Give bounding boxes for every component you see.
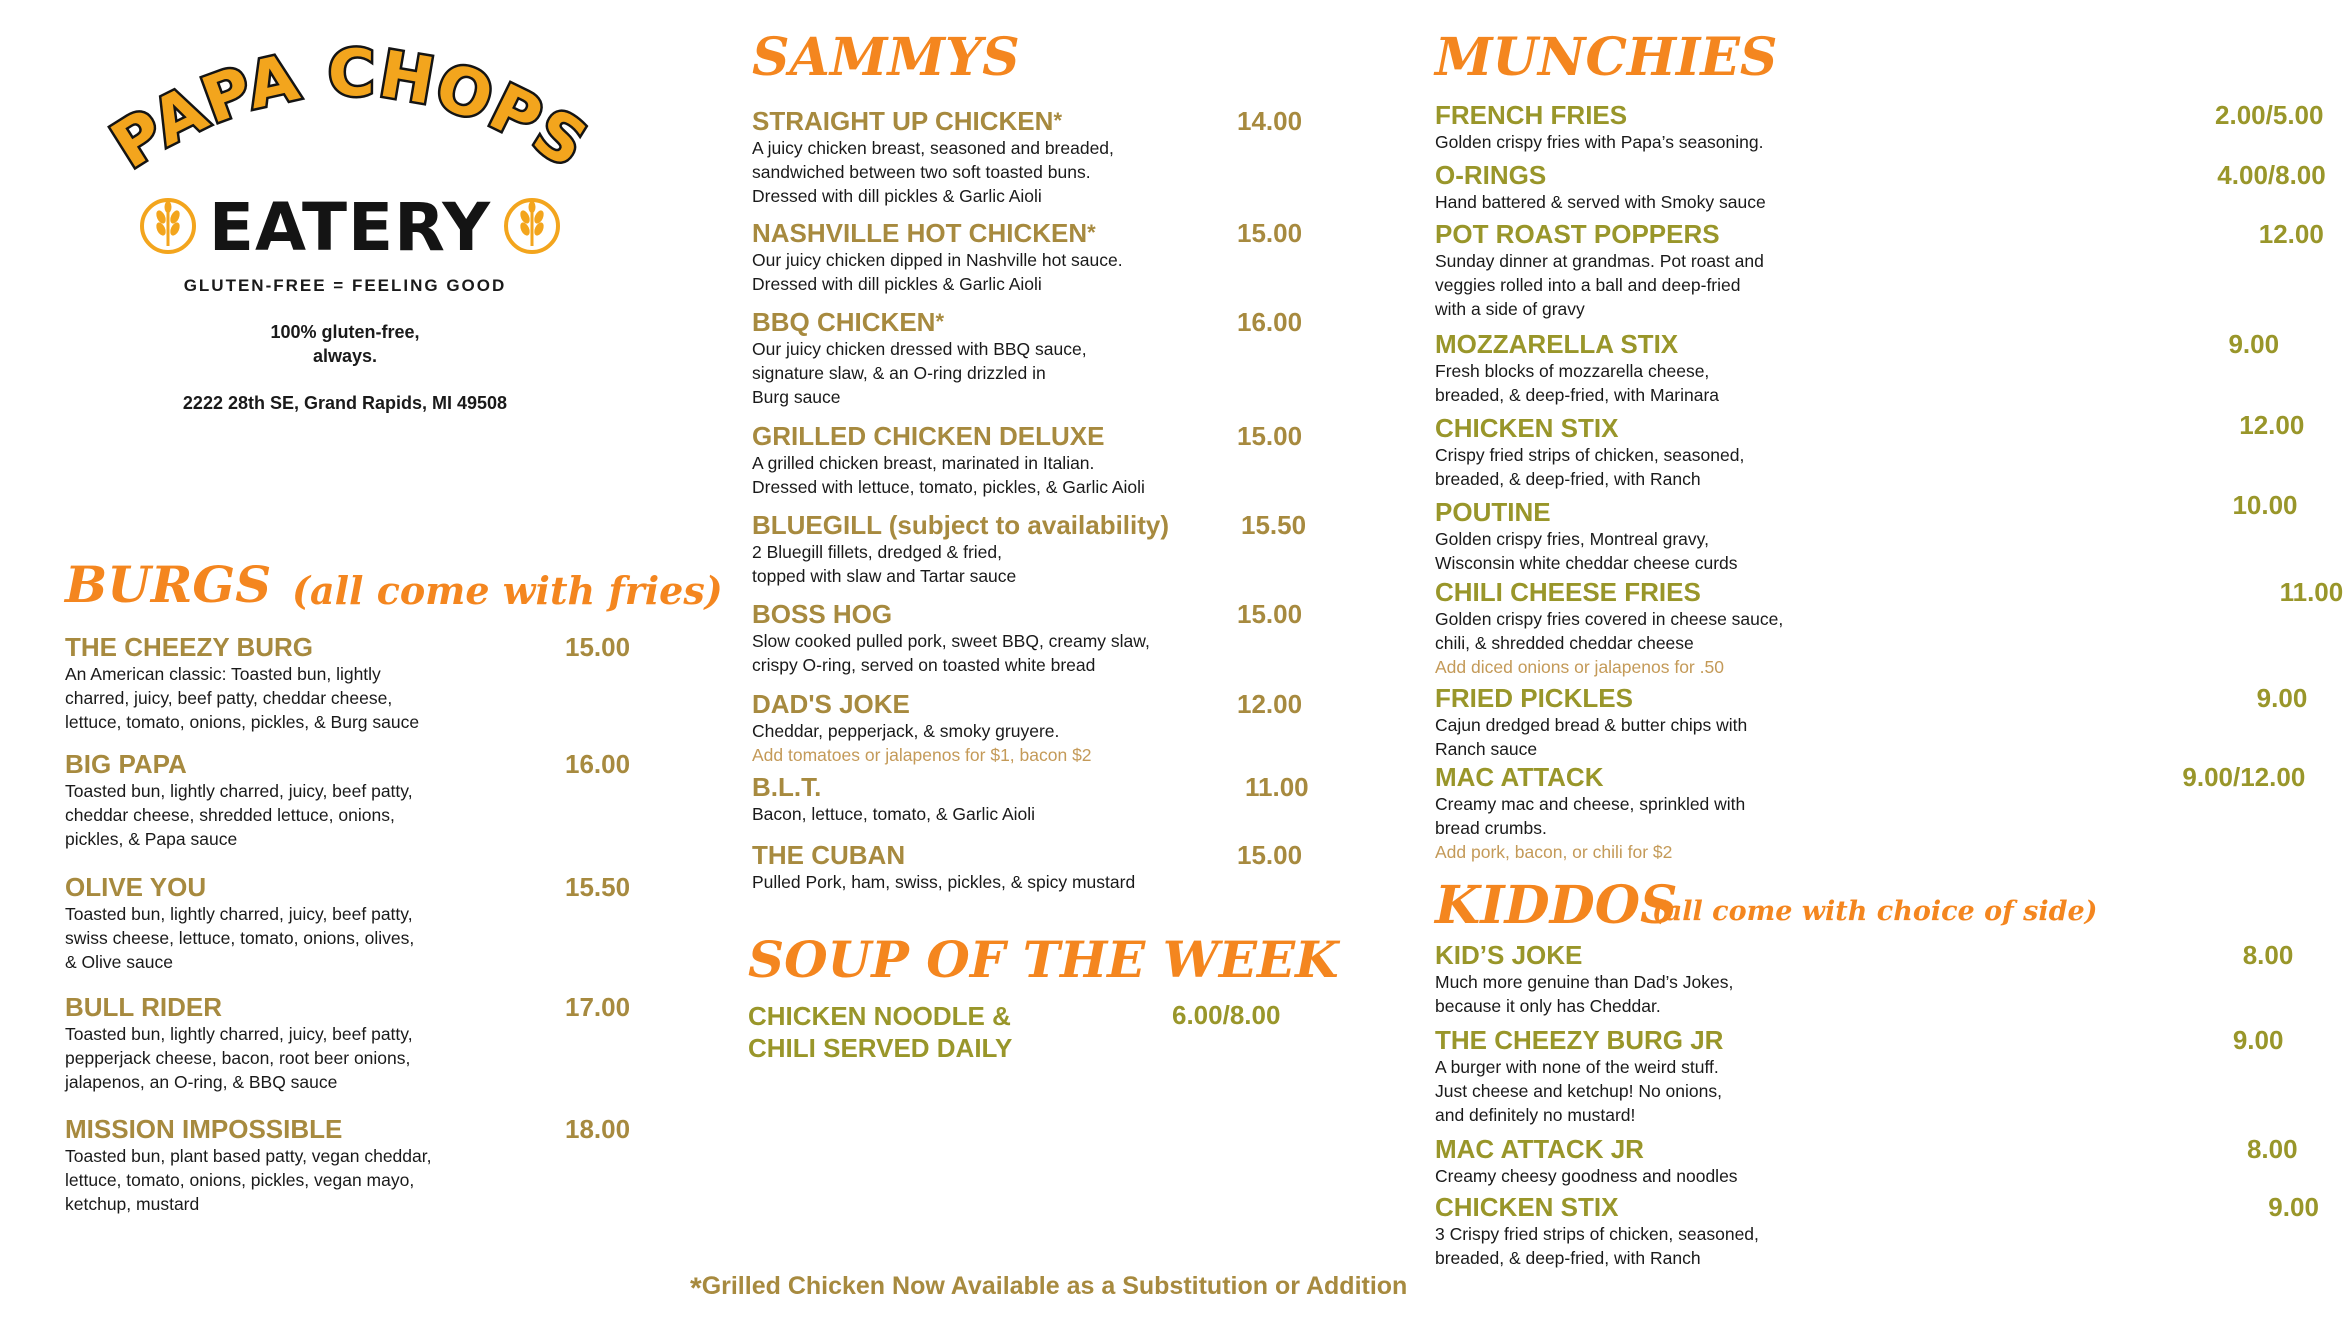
logo-eatery: EATERY xyxy=(208,189,492,266)
logo-name-arc: PAPA CHOPS xyxy=(99,40,601,184)
item-name: MAC ATTACK JR xyxy=(1435,1134,1644,1164)
item-price: 15.50 xyxy=(1241,510,1307,540)
item-name: POT ROAST POPPERS xyxy=(1435,219,1720,249)
item-price: 4.00/8.00 xyxy=(2217,160,2326,190)
item-name: FRIED PICKLES xyxy=(1435,683,1633,713)
item-desc: Crispy fried strips of chicken, seasoned, breaded, & deep-fried, with Ranch xyxy=(1435,445,1745,489)
item-name: B.L.T. xyxy=(752,772,822,802)
asterisk: * xyxy=(935,309,945,334)
item-price: 15.00 xyxy=(1237,218,1303,248)
item-desc: An American classic: Toasted bun, lightly charred, juicy, beef patty, cheddar cheese, lettuce, tomato, onions, pickles, & Burg sauce xyxy=(65,664,420,732)
wheat-icon xyxy=(506,200,558,252)
item-price: 15.00 xyxy=(1237,421,1303,451)
item-name: KID’S JOKE xyxy=(1435,940,1583,970)
item-desc: 2 Bluegill fillets, dredged & fried, topped with slaw and Tartar sauce xyxy=(752,542,1017,586)
footer-note: *Grilled Chicken Now Available as a Substitution or Addition xyxy=(690,1272,1408,1305)
menu-item xyxy=(752,772,1309,826)
item-price: 18.00 xyxy=(565,1114,631,1144)
soup-item xyxy=(748,1000,1281,1064)
burgs-title: BURGS xyxy=(65,555,272,614)
item-desc: Sunday dinner at grandmas. Pot roast and veggies rolled into a ball and deep-fried with a side of gravy xyxy=(1435,251,1764,319)
item-desc: Cheddar, pepperjack, & smoky gruyere. xyxy=(752,721,1060,741)
item-desc: Our juicy chicken dipped in Nashville hot sauce. Dressed with dill pickles & Garlic Aioli xyxy=(752,250,1123,294)
item-price: 9.00 xyxy=(2232,1025,2284,1055)
menu-item xyxy=(1435,940,2294,1018)
burgs-note: (all come with fries) xyxy=(292,568,723,613)
item-price: 12.00 xyxy=(1237,689,1303,719)
asterisk: * xyxy=(1053,108,1062,133)
tagline: GLUTEN-FREE = FEELING GOOD xyxy=(183,276,507,295)
item-price: 8.00 xyxy=(2242,940,2294,970)
item-price: 10.00 xyxy=(2232,490,2298,520)
menu-item xyxy=(1435,762,2306,864)
item-desc: Slow cooked pulled pork, sweet BBQ, creamy slaw, crispy O-ring, served on toasted white bread xyxy=(752,631,1150,675)
item-desc: Toasted bun, lightly charred, juicy, beef patty, swiss cheese, lettuce, tomato, onions, olives, & Olive sauce xyxy=(65,904,415,972)
item-desc: A juicy chicken breast, seasoned and breaded, sandwiched between two soft toasted buns. Dressed with dill pickles & Garlic Aioli xyxy=(752,138,1114,206)
item-desc: Our juicy chicken dressed with BBQ sauce, signature slaw, & an O-ring drizzled in Burg sauce xyxy=(752,339,1087,407)
menu-item xyxy=(752,840,1303,894)
item-name: MISSION IMPOSSIBLE xyxy=(65,1114,343,1144)
item-price: 9.00 xyxy=(2256,683,2308,713)
logo xyxy=(90,40,610,270)
item-desc: Creamy mac and cheese, sprinkled with bread crumbs. xyxy=(1435,794,1746,838)
item-name: DAD'S JOKE xyxy=(752,689,910,719)
soup-price: 6.00/8.00 xyxy=(1172,1000,1281,1030)
item-name: CHICKEN STIX xyxy=(1435,413,1619,443)
menu-item xyxy=(1435,490,2298,575)
item-price: 16.00 xyxy=(565,749,631,779)
item-name: THE CHEEZY BURG xyxy=(65,632,313,662)
item-price: 16.00 xyxy=(1237,307,1303,337)
menu-item xyxy=(1435,1134,2298,1188)
menu-item xyxy=(1435,577,2343,679)
menu-item xyxy=(1435,683,2308,761)
item-price: 15.00 xyxy=(565,632,631,662)
soup-name: CHICKEN NOODLE & CHILI SERVED DAILY xyxy=(748,1001,1013,1063)
item-price: 12.00 xyxy=(2258,219,2324,249)
item-desc: A grilled chicken breast, marinated in Italian. Dressed with lettuce, tomato, pickles, & Garlic Aioli xyxy=(752,453,1145,497)
menu-item xyxy=(1435,1025,2284,1127)
item-price: 9.00/12.00 xyxy=(2182,762,2306,792)
item-desc: Bacon, lettuce, tomato, & Garlic Aioli xyxy=(752,804,1036,824)
item-addon: Add diced onions or jalapenos for .50 xyxy=(1435,657,1724,677)
item-desc: Creamy cheesy goodness and noodles xyxy=(1435,1166,1738,1186)
item-price: 14.00 xyxy=(1237,106,1303,136)
item-price: 12.00 xyxy=(2239,410,2305,440)
munchies-title: MUNCHIES xyxy=(1435,27,1778,88)
item-desc: Golden crispy fries, Montreal gravy, Wisconsin white cheddar cheese curds xyxy=(1435,529,1738,573)
kiddos-title: KIDDOS xyxy=(1435,875,1678,936)
item-desc: Hand battered & served with Smoky sauce xyxy=(1435,192,1766,212)
item-price: 11.00 xyxy=(2279,577,2343,607)
asterisk: * xyxy=(1087,220,1096,245)
item-desc: A burger with none of the weird stuff. Just cheese and ketchup! No onions, and definitely no mustard! xyxy=(1435,1057,1722,1125)
item-addon: Add tomatoes or jalapenos for $1, bacon $2 xyxy=(752,745,1092,765)
menu-item xyxy=(65,749,631,851)
item-desc: Fresh blocks of mozzarella cheese, breaded, & deep-fried, with Marinara xyxy=(1435,361,1720,405)
menu-item xyxy=(752,599,1303,677)
item-price: 11.00 xyxy=(1245,772,1309,802)
item-name: MAC ATTACK xyxy=(1435,762,1604,792)
menu-item xyxy=(1435,219,2324,321)
item-name: THE CUBAN xyxy=(752,840,906,870)
item-name: THE CHEEZY BURG JR xyxy=(1435,1025,1724,1055)
menu-item xyxy=(65,992,631,1094)
item-desc: Pulled Pork, ham, swiss, pickles, & spicy mustard xyxy=(752,872,1136,892)
menu-item xyxy=(65,1114,631,1216)
item-desc: Much more genuine than Dad’s Jokes, because it only has Cheddar. xyxy=(1435,972,1734,1016)
item-name: BIG PAPA xyxy=(65,749,187,779)
item-name: O-RINGS xyxy=(1435,160,1547,190)
item-desc: Golden crispy fries with Papa’s seasoning. xyxy=(1435,132,1764,152)
item-addon: Add pork, bacon, or chili for $2 xyxy=(1435,842,1673,862)
item-name: FRENCH FRIES xyxy=(1435,100,1628,130)
menu-item xyxy=(1435,329,2280,407)
menu-item xyxy=(1435,410,2305,491)
item-name: BLUEGILL (subject to availability) xyxy=(752,510,1170,540)
menu-item xyxy=(752,218,1303,296)
item-desc: Cajun dredged bread & butter chips with Ranch sauce xyxy=(1435,715,1748,759)
item-name: GRILLED CHICKEN DELUXE xyxy=(752,421,1105,451)
item-price: 8.00 xyxy=(2246,1134,2298,1164)
kiddos-note: (all come with choice of side) xyxy=(1652,896,2098,927)
gluten-free-note: 100% gluten-free, always. xyxy=(270,322,420,367)
soup-title: SOUP OF THE WEEK xyxy=(748,930,1339,989)
item-name: BOSS HOG xyxy=(752,599,893,629)
item-name: STRAIGHT UP CHICKEN* xyxy=(752,106,1062,136)
item-name: POUTINE xyxy=(1435,497,1551,527)
menu-item xyxy=(752,307,1303,409)
menu-item xyxy=(752,106,1303,208)
address: 2222 28th SE, Grand Rapids, MI 49508 xyxy=(182,393,508,413)
item-name: CHICKEN STIX xyxy=(1435,1192,1619,1222)
menu-item xyxy=(752,510,1307,588)
menu-item xyxy=(1435,160,2326,214)
item-price: 2.00/5.00 xyxy=(2215,100,2324,130)
menu-item xyxy=(65,872,631,974)
menu-item xyxy=(1435,100,2324,154)
item-price: 9.00 xyxy=(2228,329,2280,359)
item-price: 15.00 xyxy=(1237,599,1303,629)
item-name: BULL RIDER xyxy=(65,992,222,1022)
item-desc: Toasted bun, lightly charred, juicy, beef patty, pepperjack cheese, bacon, root beer onions, jalapenos, an O-ring, & BBQ sauce xyxy=(65,1024,413,1092)
item-name: MOZZARELLA STIX xyxy=(1435,329,1679,359)
item-name: CHILI CHEESE FRIES xyxy=(1435,577,1701,607)
asterisk: * xyxy=(690,1272,702,1305)
item-desc: Golden crispy fries covered in cheese sauce, chili, & shredded cheddar cheese xyxy=(1435,609,1784,653)
item-price: 15.00 xyxy=(1237,840,1303,870)
item-name: OLIVE YOU xyxy=(65,872,207,902)
item-price: 17.00 xyxy=(565,992,631,1022)
item-price: 9.00 xyxy=(2268,1192,2319,1222)
item-desc: Toasted bun, lightly charred, juicy, beef patty, cheddar cheese, shredded lettuce, onions, pickles, & Papa sauce xyxy=(65,781,413,849)
menu-item xyxy=(752,689,1303,767)
item-desc: Toasted bun, plant based patty, vegan cheddar, lettuce, tomato, onions, pickles, vegan mayo, ketchup, mustard xyxy=(65,1146,432,1214)
item-desc: 3 Crispy fried strips of chicken, seasoned, breaded, & deep-fried, with Ranch xyxy=(1435,1224,1759,1268)
menu-item xyxy=(752,421,1303,499)
menu-item xyxy=(1435,1192,2319,1270)
menu-item xyxy=(65,632,631,734)
wheat-icon xyxy=(142,200,194,252)
item-price: 15.50 xyxy=(565,872,631,902)
sammys-title: SAMMYS xyxy=(752,27,1020,88)
item-name: BBQ CHICKEN* xyxy=(752,307,945,337)
item-name: NASHVILLE HOT CHICKEN* xyxy=(752,218,1096,248)
